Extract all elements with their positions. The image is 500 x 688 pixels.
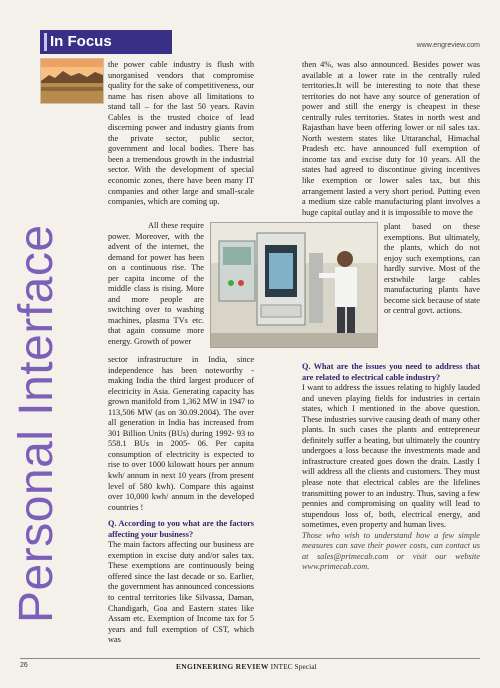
paragraph: the power cable industry is flush with unorganised vendors that compromise quality for the sake of competitiveness, our name has risen above all limitations to stand tall – for the last 50 years. Ravin Cables is the trusted choice of lead discerning power and industry giants from the private sector, public sector, government and local bodies. There has been a tremendous growth in the industrial sector. With the development of special economic zones, there have been many IT companies and other large and small-scale companies, which are coming up. [108,60,254,207]
page-number: 26 [20,662,28,669]
contact-tagline: Those who wish to understand how a few simple measures can save their power costs, can contact us at sales@primecab.com or visit our website www.primecab.com. [302,530,480,572]
landscape-thumbnail [40,58,104,104]
publication-name: ENGINEERING REVIEW [176,662,269,671]
factory-photo [210,222,378,348]
column-2-wrap [384,222,480,356]
site-url: www.engreview.com [416,42,480,49]
answer-1: The main factors affecting our business are exemption in excise duty and/or sales tax. These exemptions are continuously being offered since the last decade or so. Earlier, the government has announced concessions to central territories like Silvassa, Daman, Chandigarh, Goa and Eastern states like Assam etc. Exemption of Income tax for 5 years and full exemption of CST, which was [108,540,254,645]
paragraph: then 4%, was also announced. Besides power was available at a lower rate in the centrally ruled territories.It will be interesting to note that these territories do not have any source of generation of power and still the energy is cheapest in these centrally rules territories. States in north west and Rajasthan have been offering lower or nil sales tax. North western states like Uttaranchal, Himachal Pradesh etc. have announced full exemption of income tax and excise duty for 10 years. All the states had agreed to discontinue giving incentives like exemption or lower sales tax, but this arrangement lasted a very short period. Putting even a medium size cable manufacturing plant involves a huge capital outlay and it is impossible to move the [302,60,480,217]
column-2-bottom [302,356,480,656]
special-issue-label: INTEC Special [270,662,317,671]
footer-publication [176,662,317,671]
paragraph: All these require power. Moreover, with the advent of the internet, the demand for power has been on a continuous rise. The per capita income of the middle class is rising. More and more people are switching over to washing machines, plasma TVs etc. that again consume more energy. Growth of power [108,221,204,347]
column-2-top [302,60,480,222]
column-1-bottom [108,355,254,650]
footer-rule [20,658,480,659]
question-1: Q. According to you what are the factors affecting your business? [108,519,254,539]
paragraph-continued: sector infrastructure in India, since independence has been noteworthy - making India the third largest producer of electricity in Asia. Generating capacity has grown manifold from 1,362 MW in 1947 to 113,506 MW (as on 30.09.2004). The over all generation in India has increased from 301 Billion Units (BUs) during 1992- 93 to 558.1 BUs in 2005- 06. Per capita consumption of electricity is expected to rise to over 1000 kilowatt hours per annum kwh/ annum in next 10 years (from present level of 580 kwh). Compare this against over 10,000 kwh/ annum in the developed countries ! [108,355,254,512]
paragraph-continued: plant based on these exemptions. But ultimately, the plants, which do not enjoy such exemptions, can hardly survive. Most of the erstwhile large cables manufacturing plants have become sick because of state or central govt. actions. [384,222,480,316]
column-1-top [108,60,254,220]
section-label: In Focus [40,30,172,54]
side-title: Personal Interface [10,224,63,623]
column-1-wrap [108,221,204,356]
answer-2: I want to address the issues relating to highly lauded and uneven playing fields for industries in certain states, which I mentioned in the above question. These industries survive causing death of many other plants. In such cases the plants and entrepreneur definitely suffer a beating, but ultimately the country undergoes a loss because the investments made and infrastructure created goes down the drain. Lastly I will address all the clients and customers. They must please note that electrical cables are the lifelines transmitting power to an industry. Thus, saving a few pennies and compromising on quality will lead to stupendous loss of, both, electrical energy, and sometimes, even property and human lives. [302,383,480,530]
question-2: Q. What are the issues you need to address that are related to electrical cable industry? [302,362,480,382]
